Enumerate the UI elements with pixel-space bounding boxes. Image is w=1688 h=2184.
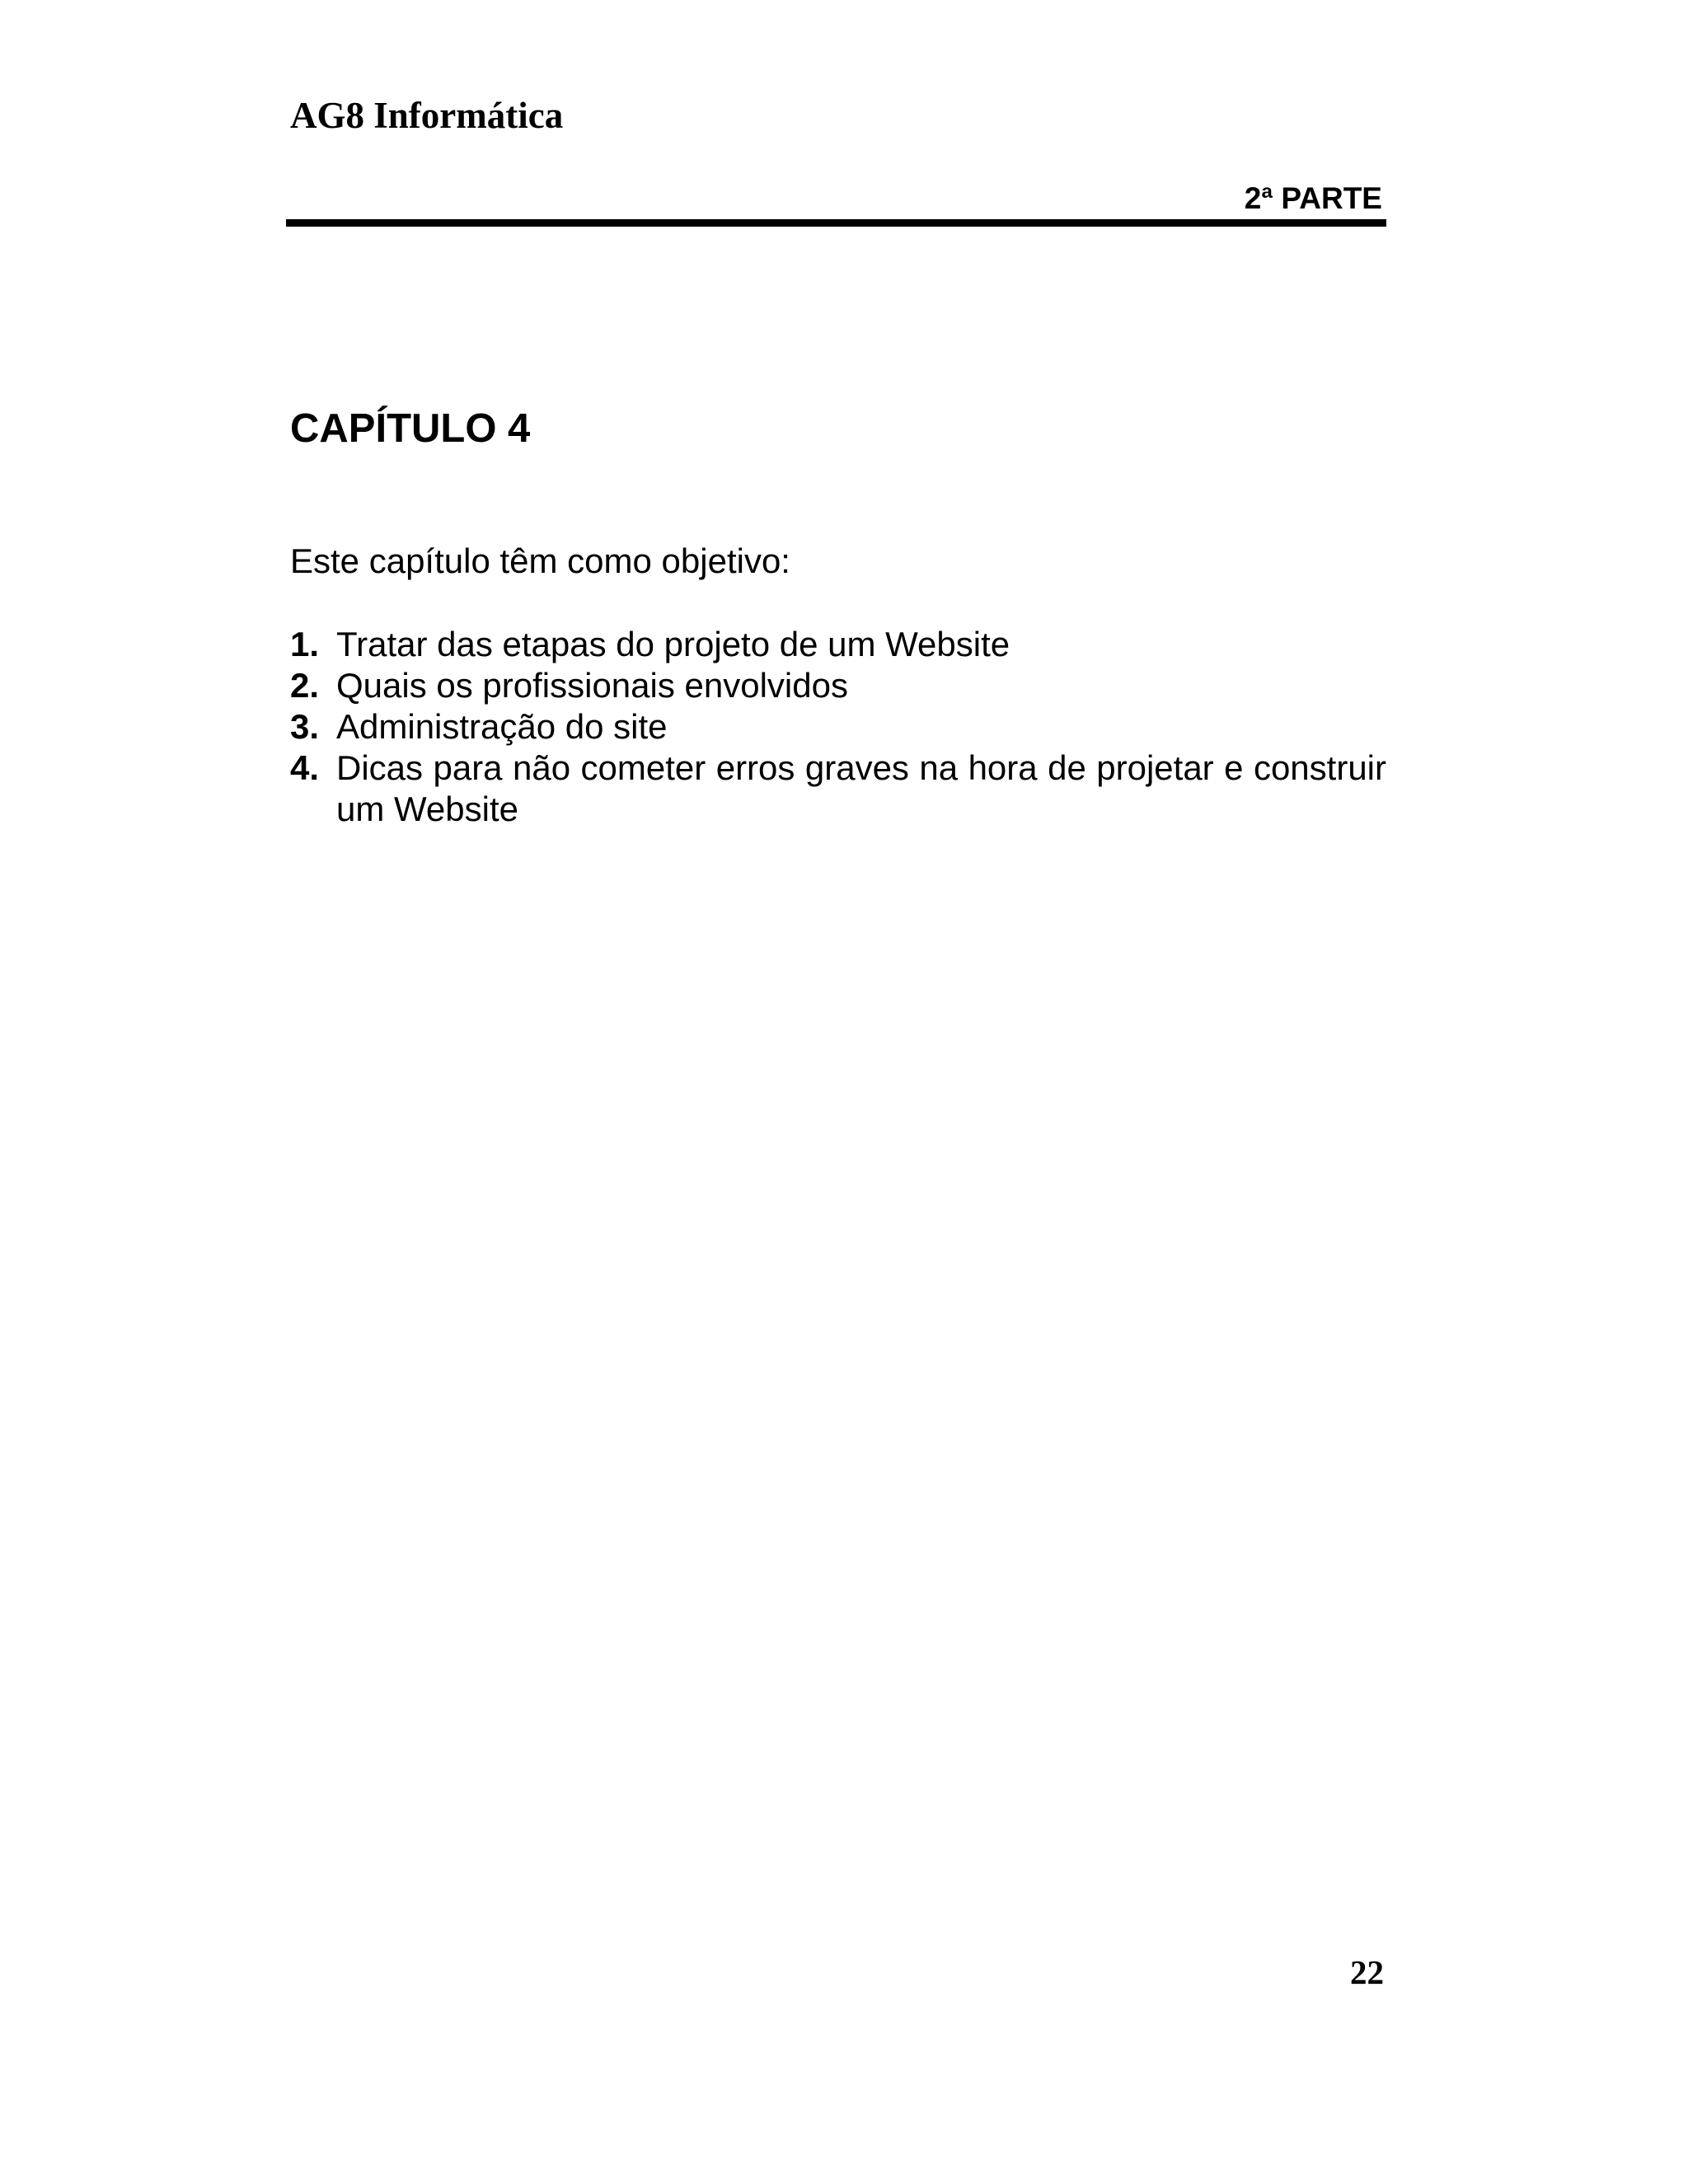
header-rule	[286, 219, 1386, 227]
list-item	[290, 748, 1386, 830]
list-item-number: 3.	[290, 707, 320, 746]
list-item-text: Tratar das etapas do projeto de um Website	[336, 625, 1010, 663]
list-item-number: 1.	[290, 625, 320, 663]
chapter-intro: Este capítulo têm como objetivo:	[290, 541, 790, 580]
list-item-text: Administração do site	[336, 707, 668, 746]
list-item-text: Dicas para não cometer erros graves na hora de projetar e construir um Website	[336, 748, 1386, 828]
header-brand: AG8 Informática	[290, 95, 564, 136]
list-item	[290, 706, 1386, 748]
list-item	[290, 665, 1386, 706]
list-item-number: 4.	[290, 748, 320, 787]
chapter-title: CAPÍTULO 4	[290, 406, 531, 451]
page-number: 22	[1350, 1953, 1384, 1991]
list-item-text: Quais os profissionais envolvidos	[336, 666, 848, 705]
objectives-list	[290, 624, 1386, 830]
list-item-number: 2.	[290, 666, 320, 705]
list-item	[290, 624, 1386, 665]
header-part-label: 2ª PARTE	[1244, 181, 1382, 215]
